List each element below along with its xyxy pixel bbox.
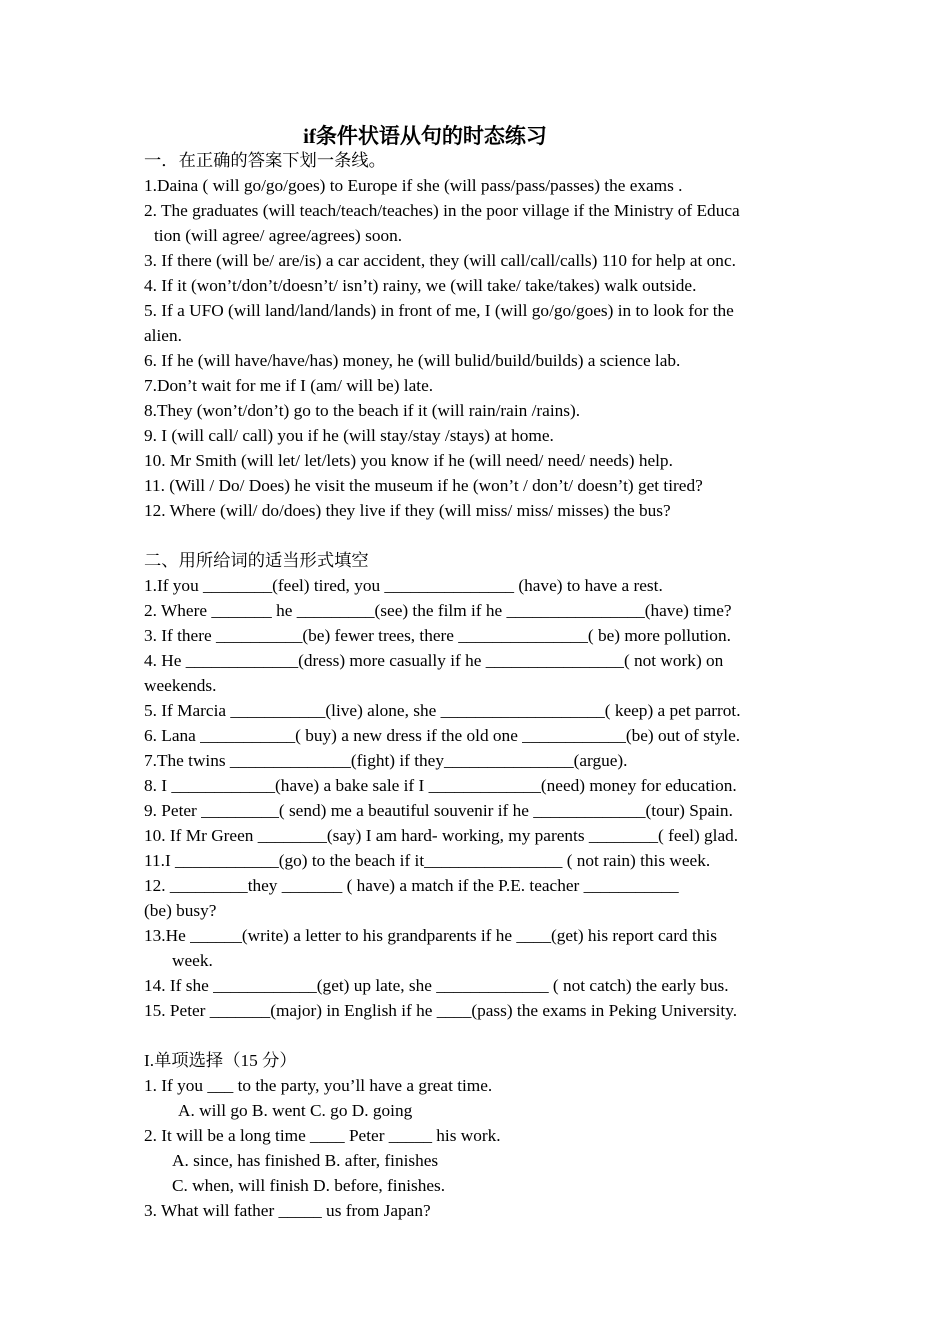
text-line: 8. I ____________(have) a bake sale if I _____________(need) money for education. — [144, 776, 737, 795]
text-line: A. will go B. went C. go D. going — [178, 1101, 413, 1120]
text-line: 4. If it (won’t/don’t/doesn’t/ isn’t) rainy, we (will take/ take/takes) walk outside. — [144, 276, 697, 295]
text-line: 6. If he (will have/have/has) money, he (will bulid/build/builds) a science lab. — [144, 351, 681, 370]
text-line: 2. The graduates (will teach/teach/teaches) in the poor village if the Ministry of Educa — [144, 201, 740, 220]
text-line: 3. What will father _____ us from Japan? — [144, 1201, 431, 1220]
text-line: 12. Where (will/ do/does) they live if they (will miss/ miss/ misses) the bus? — [144, 501, 671, 520]
text-line: (be) busy? — [144, 901, 217, 920]
text-line: I.单项选择（15 分） — [144, 1051, 297, 1070]
text-line: 9. I (will call/ call) you if he (will stay/stay /stays) at home. — [144, 426, 554, 445]
text-line: 1.Daina ( will go/go/goes) to Europe if she (will pass/pass/passes) the exams . — [144, 176, 683, 195]
text-line: alien. — [144, 326, 182, 345]
text-line: tion (will agree/ agree/agrees) soon. — [154, 226, 403, 245]
text-line: weekends. — [144, 676, 217, 695]
document-title: if条件状语从句的时态练习 — [303, 124, 547, 148]
blank-line — [144, 1023, 824, 1048]
text-line: 14. If she ____________(get) up late, she _____________ ( not catch) the early bus. — [144, 976, 729, 995]
text-line: 15. Peter _______(major) in English if he ____(pass) the exams in Peking University. — [144, 1001, 738, 1020]
text-line: 2. It will be a long time ____ Peter _____ his work. — [144, 1126, 501, 1145]
text-line: 一．在正确的答案下划一条线。 — [144, 151, 386, 170]
text-line: 3. If there (will be/ are/is) a car accident, they (will call/call/calls) 110 for help at onc. — [144, 251, 736, 270]
text-line: 13.He ______(write) a letter to his grandparents if he ____(get) his report card this — [144, 926, 717, 945]
text-line: 1.If you ________(feel) tired, you _______________ (have) to have a rest. — [144, 576, 663, 595]
text-line: 12. _________they _______ ( have) a match if the P.E. teacher ___________ — [144, 876, 679, 895]
exercise-content — [144, 148, 824, 1223]
text-line: 5. If Marcia ___________(live) alone, she ___________________( keep) a pet parrot. — [144, 701, 741, 720]
text-line: 7.Don’t wait for me if I (am/ will be) late. — [144, 376, 434, 395]
text-line: 11.I ____________(go) to the beach if it________________ ( not rain) this week. — [144, 851, 711, 870]
text-line: 1. If you ___ to the party, you’ll have a great time. — [144, 1076, 493, 1095]
text-line: 3. If there __________(be) fewer trees, there _______________( be) more pollution. — [144, 626, 731, 645]
text-line: A. since, has finished B. after, finishes — [172, 1151, 439, 1170]
text-line: 8.They (won’t/don’t) go to the beach if it (will rain/rain /rains). — [144, 401, 581, 420]
text-line: week. — [172, 951, 213, 970]
blank-line — [144, 523, 824, 548]
text-line: 二、用所给词的适当形式填空 — [144, 551, 369, 570]
text-line: 2. Where _______ he _________(see) the film if he ________________(have) time? — [144, 601, 732, 620]
text-line: 6. Lana ___________( buy) a new dress if the old one ____________(be) out of style. — [144, 726, 741, 745]
text-line: 5. If a UFO (will land/land/lands) in front of me, I (will go/go/goes) in to look for the — [144, 301, 734, 320]
text-line: C. when, will finish D. before, finishes. — [172, 1176, 446, 1195]
text-line: 7.The twins ______________(fight) if they_______________(argue). — [144, 751, 628, 770]
text-line: 11. (Will / Do/ Does) he visit the museum if he (won’t / don’t/ doesn’t) get tired? — [144, 476, 703, 495]
text-line: 4. He _____________(dress) more casually if he ________________( not work) on — [144, 651, 724, 670]
text-line: 9. Peter _________( send) me a beautiful souvenir if he _____________(tour) Spain. — [144, 801, 733, 820]
text-line: 10. If Mr Green ________(say) I am hard- working, my parents ________( feel) glad. — [144, 826, 739, 845]
text-line: 10. Mr Smith (will let/ let/lets) you know if he (will need/ need/ needs) help. — [144, 451, 673, 470]
